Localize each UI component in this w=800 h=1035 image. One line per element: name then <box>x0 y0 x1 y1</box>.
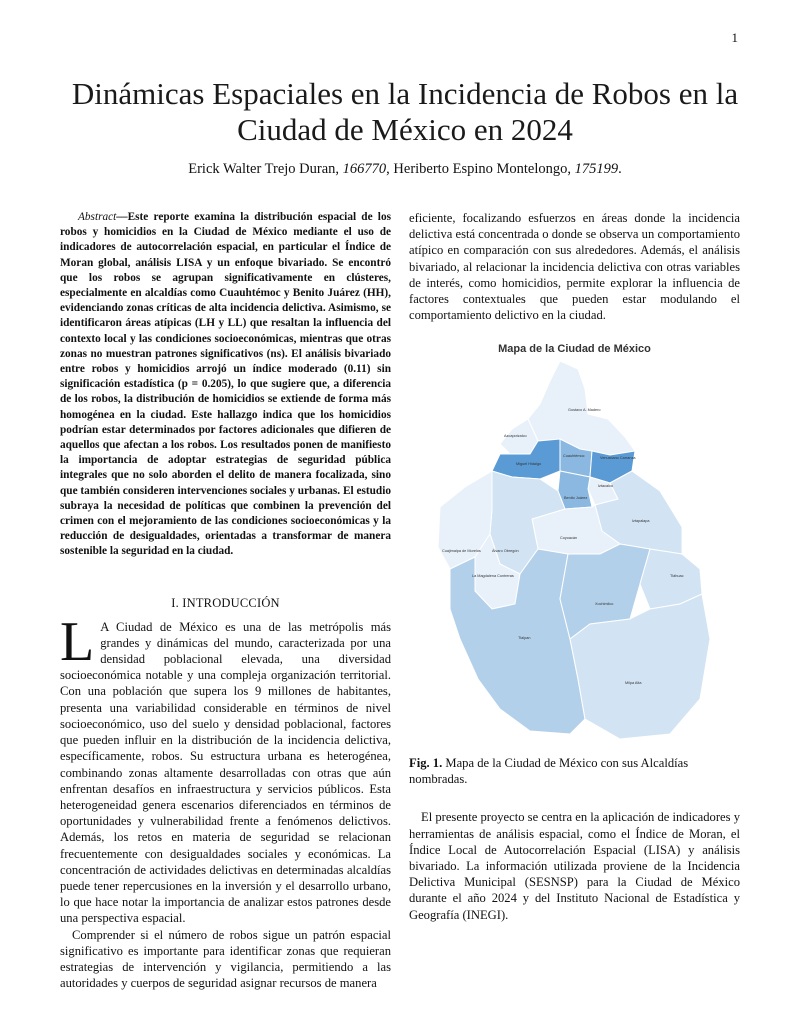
map-title: Mapa de la Ciudad de México <box>498 343 651 356</box>
intro-paragraph-1 <box>60 610 391 927</box>
abstract-text: —Este reporte examina la distribución espacial de los robos y homicidios en la Ciudad de México mediante el uso de indicadores de autocorrelación espacial, en particular el Índice de Moran global, análisis LISA y un enfoque bivariado. Se encontró que los robos se agrupan significativamente en clústeres, especialmente en alcaldías como Cuauhtémoc y Benito Juárez (HH), evidenciando zonas críticas de alta incidencia delictiva. Asimismo, se identificaron áreas atípicas (LH y LL) que resaltan la influencia del contexto local y las condiciones socioeconómicas, mientras que otras zonas no muestran patrones significativos (ns). El análisis bivariado entre robos y homicidios arrojó un índice moderado (0.11) sin significación estadística (p = 0.205), lo que sugiere que, a diferencia de los robos, la distribución de homicidios se extiende de forma más homogénea en la ciudad. Este hallazgo indica que los homicidios podrían estar determinados por factores adicionales que difieren de aquellos que afectan a los robos. Los resultados ponen de manifiesto la importancia de adoptar estrategias de seguridad pública integrales que no solo aborden el delito de manera focalizada, sino que también consideren intervenciones sociales y urbanas. El estudio subraya la necesidad de políticas que combinen la prevención del crimen con el mejoramiento de las condiciones socioeconómicas y la reducción de desigualdades, orientadas a transformar de manera sostenible la seguridad en la ciudad. <box>60 211 391 558</box>
abstract-label: Abstract <box>78 211 117 223</box>
author-line-end: . <box>618 161 622 177</box>
label-cuauhtemoc: Cuauhtémoc <box>562 454 585 459</box>
label-magdalena: La Magdalena Contreras <box>471 574 514 579</box>
label-cuajimalpa: Cuajimalpa de Morelos <box>441 549 481 554</box>
author-line <box>40 161 770 178</box>
cdmx-map <box>420 359 730 749</box>
label-iztapalapa: Iztapalapa <box>631 519 650 524</box>
label-gam: Gustavo A. Madero <box>567 408 601 413</box>
author-2-id: 175199 <box>574 161 619 177</box>
intro-paragraph-2-continued: eficiente, focalizando esfuerzos en áreas donde la incidencia delictiva está concentrada o donde se observa un comportamiento atípico en comparación con sus alrededores. Además, el análisis bivariado, al relacionar la incidencia delictiva con otras variables de interés, como homicidios, permite explorar la influencia de factores contextuales que pueden estar modulando el comportamiento delictivo en la ciudad. <box>409 211 740 323</box>
author-1-name: Erick Walter Trejo Duran, <box>188 161 343 177</box>
page-number: 1 <box>731 30 738 45</box>
drop-cap: L <box>60 610 95 673</box>
label-iztacalco: Iztacalco <box>597 484 613 489</box>
left-column <box>60 210 391 991</box>
label-milpa-alta: Milpa Alta <box>624 681 641 686</box>
label-venustiano: Venustiano Carranza <box>599 456 635 461</box>
author-1-id: 166770 <box>342 161 387 177</box>
label-coyoacan: Coyoacán <box>559 536 577 541</box>
label-tlalpan: Tlalpan <box>517 636 530 641</box>
figure-caption <box>409 755 740 787</box>
label-azcapotzalco: Azcapotzalco <box>503 434 527 439</box>
label-tlahuac: Tláhuac <box>669 574 684 579</box>
author-separator: , Heriberto Espino Montelongo, <box>386 161 575 177</box>
section-heading-introduction: I. INTRODUCCIÓN <box>171 595 280 610</box>
label-benito-juarez: Benito Juárez <box>563 496 587 501</box>
intro-paragraph-2: Comprender si el número de robos sigue un patrón espacial significativo es importante para identificar zonas que requieran estrategias de intervención y vigilancia, permitiendo a las autoridades y cuerpos de seguridad asignar recursos de manera <box>60 927 391 991</box>
label-alvaro-obregon: Álvaro Obregón <box>491 549 519 554</box>
abstract <box>60 210 391 560</box>
label-miguel-hidalgo: Miguel Hidalgo <box>515 462 541 467</box>
intro-paragraph-1-text: A Ciudad de México es una de las metrópolis más grandes y dinámicas del mundo, caracterizada por una densidad poblacional elevada, una diversidad socioeconómica notable y una compleja organización territorial. Con una población que supera los 9 millones de habitantes, presenta una variabilidad considerable en términos de nivel socioeconómico, uso del suelo y densidad poblacional, factores que pueden influir en la distribución de la incidencia delictiva, específicamente, robos. Su estructura urbana es heterogénea, combinando zonas altamente desarrolladas con otras que aún enfrentan desafíos en infraestructura y servicios públicos. Esta heterogeneidad genera escenarios diferenciados en términos de oportunidades y vulnerabilidad frente a fenómenos delictivos. Además, los retos en materia de seguridad se relacionan frecuentemente con desigualdades sociales y económicas. La concentración de actividades delictivas en determinadas alcaldías puede tener repercusiones en la inversión y el desarrollo urbano, lo que hace notar la importancia de analizar estos patrones desde una perspectiva espacial. <box>60 619 391 926</box>
paper-title: Dinámicas Espaciales en la Incidencia de Robos en la Ciudad de México en 2024 <box>71 76 739 147</box>
intro-paragraph-3: El presente proyecto se centra en la aplicación de indicadores y herramientas de análisis espacial, como el Índice de Moran, el Índice Local de Autocorrelación Espacial (LISA) y análisis bivariado. La información utilizada proviene de la Incidencia Delictiva Municipal (SESNSP) para la Ciudad de México durante el año 2024 y del Instituto Nacional de Estadística y Geografía (INEGI). <box>409 810 740 922</box>
figure-caption-text: Mapa de la Ciudad de México con sus Alcaldías nombradas. <box>409 756 689 787</box>
figure-caption-label: Fig. 1. <box>409 756 443 771</box>
right-column <box>409 210 740 923</box>
label-xochimilco: Xochimilco <box>594 602 613 607</box>
